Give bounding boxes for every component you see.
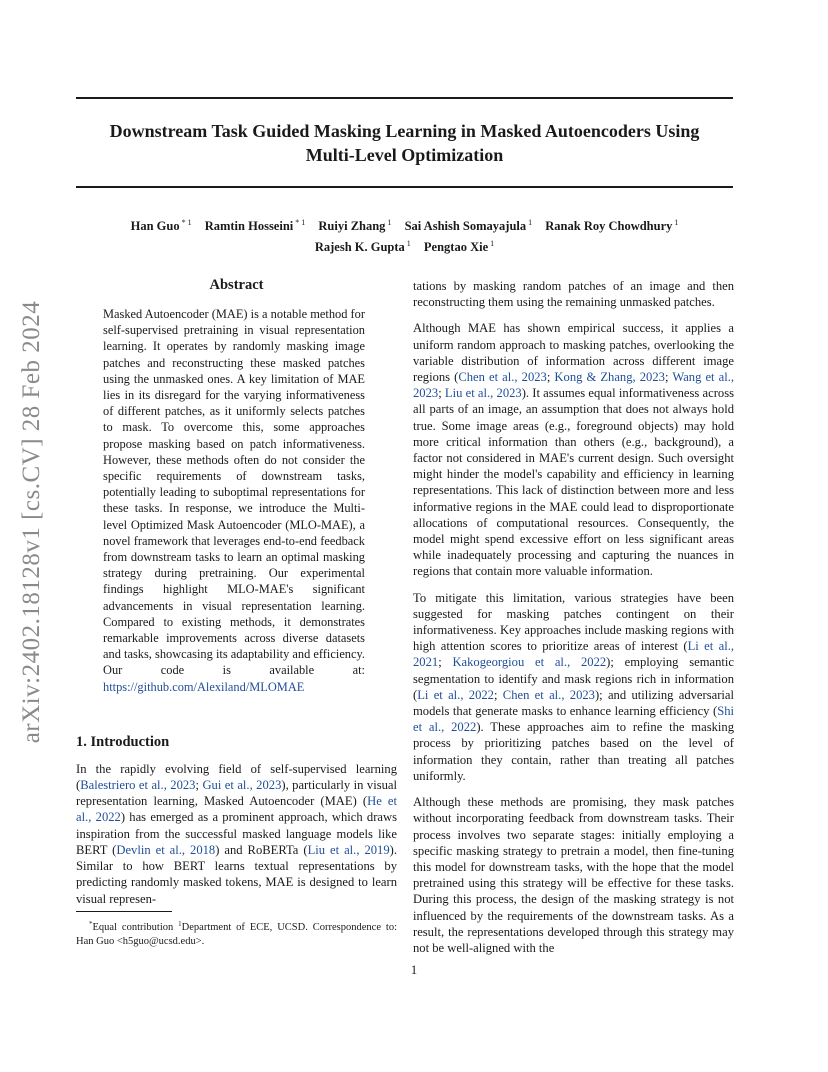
citation-link[interactable]: Kakogeorgiou et al., 2022 [452, 655, 607, 670]
left-column [76, 276, 397, 917]
citation-link[interactable]: Chen et al., 2023 [502, 687, 595, 702]
intro-paragraph: In the rapidly evolving field of self-supervised learning (Balestriero et al., 2023; Gui et al., 2023), particularly in visual representation learning, Masked Autoencoder (MAE) (He et al., 2022) has emerged as a prominent approach, which draws inspiration from the successful masked language models like BERT (Devlin et al., 2018) and RoBERTa (Liu et al., 2019). Similar to how BERT learns textual representations by predicting randomly masked tokens, MAE is designed to learn visual represen- [76, 761, 398, 906]
citation-link[interactable]: Wang et al., 2023 [413, 370, 734, 401]
title-line-1: Downstream Task Guided Masking Learning in Masked Autoencoders Using [109, 121, 700, 141]
citation-link[interactable]: Liu et al., 2019 [307, 842, 390, 857]
title-rule-top [76, 97, 733, 99]
abstract-body: Masked Autoencoder (MAE) is a notable method for self-supervised pretraining in visual representation learning. It operates by randomly masking image patches and reconstructing these masked patches using the unmasked ones. A key limitation of MAE lies in its disregard for the varying informativeness of different patches, as it uniformly selects patches to mask. To overcome this, some approaches propose masking based on patch informativeness. However, these methods often do not consider the specific requirements of downstream tasks, potentially leading to suboptimal representations for these tasks. In response, we introduce the Multi-level Optimized Mask Autoencoder (MLO-MAE), a novel framework that leverages end-to-end feedback from downstream tasks to learn an optimal masking strategy during pretraining. Our experimental findings highlight MLO-MAE's significant advancements in visual representation learning. Compared to existing methods, it demonstrates remarkable improvements across diverse datasets and tasks, showcasing its adaptability and efficiency. Our code is available at: https://github.com/Alexiland/MLOMAE [103, 307, 365, 694]
author: Ranak Roy Chowdhury $^1$ [545, 218, 679, 233]
citation-link[interactable]: Devlin et al., 2018 [116, 842, 216, 857]
abstract-heading: Abstract [209, 277, 264, 293]
author: Ramtin Hosseini $^{* 1}$ [204, 218, 306, 233]
citation-link[interactable]: Kong & Zhang, 2023 [554, 370, 665, 385]
body-paragraph: tations by masking random patches of an image and then reconstructing them using the remaining unmasked patches. [413, 279, 734, 310]
citation-link[interactable]: Shi et al., 2022 [413, 704, 734, 735]
author: Sai Ashish Somayajula $^1$ [404, 218, 533, 233]
page-number: 1 [410, 963, 418, 977]
footnote-rule [76, 911, 172, 912]
author: Han Guo $^{* 1}$ [130, 218, 192, 233]
citation-link[interactable]: Liu et al., 2023 [444, 386, 522, 401]
citation-link[interactable]: Balestriero et al., 2023 [80, 778, 196, 793]
author: Ruiyi Zhang $^1$ [318, 218, 392, 233]
section-heading-introduction: 1. Introduction [76, 733, 170, 750]
author: Rajesh K. Gupta $^1$ [314, 239, 411, 254]
citation-link[interactable]: Li et al., 2022 [417, 687, 494, 702]
title-line-2: Multi-Level Optimization [305, 145, 504, 165]
citation-link[interactable]: Gui et al., 2023 [202, 778, 282, 793]
code-link[interactable]: https://github.com/Alexiland/MLOMAE [103, 679, 305, 694]
citation-link[interactable]: Chen et al., 2023 [458, 370, 547, 385]
body-paragraph: To mitigate this limitation, various strategies have been suggested for masking patches contingent on their informativeness. Key approaches include masking regions with high attention scores to prioritize areas of interest (Li et al., 2021; Kakogeorgiou et al., 2022); employing semantic segmentation to identify and mask regions rich in information (Li et al., 2022; Chen et al., 2023); and utilizing adversarial models that generate masks to enhance learning efficiency (Shi et al., 2022). These approaches aim to refine the masking process by prioritizing patches based on the level of information they contain, rather than treating all patches uniformly. [413, 590, 734, 783]
citation-link[interactable]: Li et al., 2021 [413, 639, 734, 670]
body-paragraph: Although these methods are promising, they mask patches without incorporating feedback from downstream tasks. Their process involves two separate stages: initially employing a specific masking strategy to pretrain a model, then fine-tuning this model for downstream tasks, with the hope that the model pretrained using this strategy will be effective for these tasks. During this process, the design of the masking strategy is not influenced by the requirements of the downstream tasks. As a result, the representations developed through this strategy may not be well-aligned with the [413, 795, 734, 955]
title-rule-bottom [76, 186, 733, 188]
citation-link[interactable]: He et al., 2022 [76, 794, 397, 825]
footnote: *Equal contribution $^1$Department of ECE, UCSD. Correspondence to: Han Guo <h5guo@ucsd.edu>. [76, 920, 397, 947]
body-paragraph: Although MAE has shown empirical success, it applies a uniform random approach to masking patches, overlooking the variable distribution of information across different image regions (Chen et al., 2023; Kong & Zhang, 2023; Wang et al., 2023; Liu et al., 2023). It assumes equal informativeness across all parts of an image, an assumption that does not always hold true. Some image areas (e.g., foreground objects) may hold more critical information than others (e.g., background), a factor not considered in MAE's current design. Such oversight might hinder the model's capability and efficiency in learning representations. This lack of distinction between more and less informative regions in the MAE could lead to disproportionate allocations of computational resources. Consequently, the model might spend excessive effort on less significant areas while inadequately processing and capturing the nuances in regions that contain more valuable information. [413, 321, 734, 579]
author-list [76, 214, 733, 256]
author: Pengtao Xie $^1$ [423, 239, 495, 254]
right-column [413, 278, 734, 966]
paper-title [76, 119, 733, 167]
